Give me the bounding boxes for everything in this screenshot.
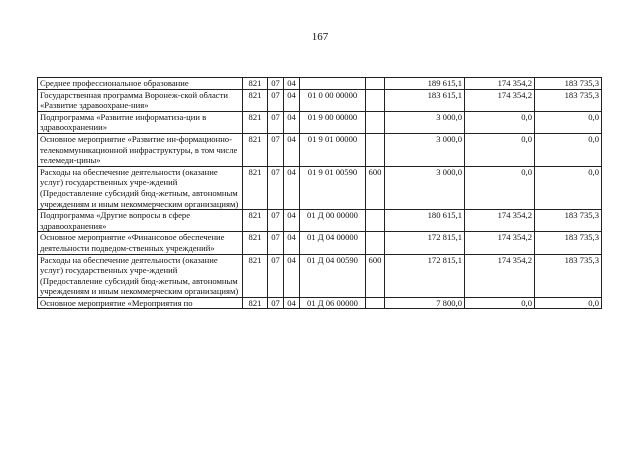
subsection-code-cell: 04 (284, 133, 300, 166)
amount-year3-cell: 0,0 (535, 133, 602, 166)
section-code-cell: 07 (268, 89, 284, 111)
row-name-cell: Основное мероприятие «Развитие ин-формационно-телекоммуникационной инфраструктуры, в том числе телемеди-цины» (38, 133, 243, 166)
target-article-cell: 01 Д 06 00000 (300, 297, 366, 309)
expense-type-cell (366, 133, 385, 166)
table-row (38, 89, 602, 111)
amount-year1-cell: 189 615,1 (385, 78, 465, 90)
ministry-code-cell: 821 (243, 78, 268, 90)
amount-year2-cell: 174 354,2 (465, 89, 535, 111)
expense-type-cell (366, 78, 385, 90)
target-article-cell: 01 9 00 00000 (300, 111, 366, 133)
row-name-cell: Среднее профессиональное образование (38, 78, 243, 90)
section-code-cell: 07 (268, 254, 284, 297)
amount-year3-cell: 183 735,3 (535, 89, 602, 111)
table-row (38, 232, 602, 254)
subsection-code-cell: 04 (284, 111, 300, 133)
ministry-code-cell: 821 (243, 111, 268, 133)
table-row (38, 166, 602, 209)
expense-type-cell (366, 232, 385, 254)
section-code-cell: 07 (268, 232, 284, 254)
amount-year1-cell: 3 000,0 (385, 133, 465, 166)
amount-year3-cell: 183 735,3 (535, 254, 602, 297)
row-name-cell: Основное мероприятие «Мероприятия по (38, 297, 243, 309)
amount-year1-cell: 183 615,1 (385, 89, 465, 111)
target-article-cell: 01 Д 04 00590 (300, 254, 366, 297)
section-code-cell: 07 (268, 166, 284, 209)
ministry-code-cell: 821 (243, 133, 268, 166)
subsection-code-cell: 04 (284, 89, 300, 111)
amount-year2-cell: 174 354,2 (465, 78, 535, 90)
amount-year2-cell: 174 354,2 (465, 232, 535, 254)
amount-year2-cell: 0,0 (465, 133, 535, 166)
row-name-cell: Государственная программа Воронеж-ской области «Развитие здравоохране-ния» (38, 89, 243, 111)
target-article-cell: 01 9 01 00000 (300, 133, 366, 166)
row-name-cell: Подпрограмма «Другие вопросы в сфере здравоохранения» (38, 210, 243, 232)
expense-type-cell (366, 89, 385, 111)
table-row (38, 254, 602, 297)
amount-year3-cell: 0,0 (535, 166, 602, 209)
table-row (38, 210, 602, 232)
subsection-code-cell: 04 (284, 297, 300, 309)
amount-year3-cell: 183 735,3 (535, 210, 602, 232)
ministry-code-cell: 821 (243, 297, 268, 309)
target-article-cell: 01 9 01 00590 (300, 166, 366, 209)
table-row (38, 297, 602, 309)
subsection-code-cell: 04 (284, 166, 300, 209)
amount-year2-cell: 0,0 (465, 297, 535, 309)
amount-year1-cell: 172 815,1 (385, 254, 465, 297)
subsection-code-cell: 04 (284, 78, 300, 90)
ministry-code-cell: 821 (243, 89, 268, 111)
target-article-cell: 01 0 00 00000 (300, 89, 366, 111)
section-code-cell: 07 (268, 111, 284, 133)
expense-type-cell (366, 210, 385, 232)
amount-year1-cell: 172 815,1 (385, 232, 465, 254)
table-row (38, 111, 602, 133)
ministry-code-cell: 821 (243, 210, 268, 232)
ministry-code-cell: 821 (243, 232, 268, 254)
table-row (38, 133, 602, 166)
row-name-cell: Расходы на обеспечение деятельности (оказание услуг) государственных учре-ждений (Предоставление субсидий бюд-жетным, автономным учреждениям и иным некоммерческим организациям) (38, 254, 243, 297)
subsection-code-cell: 04 (284, 254, 300, 297)
expense-type-cell (366, 111, 385, 133)
amount-year1-cell: 180 615,1 (385, 210, 465, 232)
section-code-cell: 07 (268, 210, 284, 232)
expense-type-cell: 600 (366, 166, 385, 209)
ministry-code-cell: 821 (243, 254, 268, 297)
row-name-cell: Основное мероприятие «Финансовое обеспечение деятельности подведом-ственных учреждений» (38, 232, 243, 254)
amount-year2-cell: 174 354,2 (465, 254, 535, 297)
ministry-code-cell: 821 (243, 166, 268, 209)
section-code-cell: 07 (268, 133, 284, 166)
amount-year3-cell: 0,0 (535, 297, 602, 309)
target-article-cell: 01 Д 00 00000 (300, 210, 366, 232)
section-code-cell: 07 (268, 78, 284, 90)
row-name-cell: Расходы на обеспечение деятельности (оказание услуг) государственных учре-ждений (Предоставление субсидий бюд-жетным, автономным учреждениям и иным некоммерческим организациям) (38, 166, 243, 209)
amount-year1-cell: 7 800,0 (385, 297, 465, 309)
target-article-cell: 01 Д 04 00000 (300, 232, 366, 254)
expense-type-cell (366, 297, 385, 309)
table-row (38, 78, 602, 90)
amount-year3-cell: 0,0 (535, 111, 602, 133)
section-code-cell: 07 (268, 297, 284, 309)
amount-year2-cell: 0,0 (465, 166, 535, 209)
expense-type-cell: 600 (366, 254, 385, 297)
amount-year3-cell: 183 735,3 (535, 78, 602, 90)
budget-table (37, 77, 602, 309)
amount-year2-cell: 0,0 (465, 111, 535, 133)
page-number: 167 (311, 31, 329, 43)
target-article-cell (300, 78, 366, 90)
row-name-cell: Подпрограмма «Развитие информатиза-ции в здравоохранении» (38, 111, 243, 133)
subsection-code-cell: 04 (284, 210, 300, 232)
amount-year2-cell: 174 354,2 (465, 210, 535, 232)
amount-year1-cell: 3 000,0 (385, 111, 465, 133)
amount-year1-cell: 3 000,0 (385, 166, 465, 209)
amount-year3-cell: 183 735,3 (535, 232, 602, 254)
subsection-code-cell: 04 (284, 232, 300, 254)
